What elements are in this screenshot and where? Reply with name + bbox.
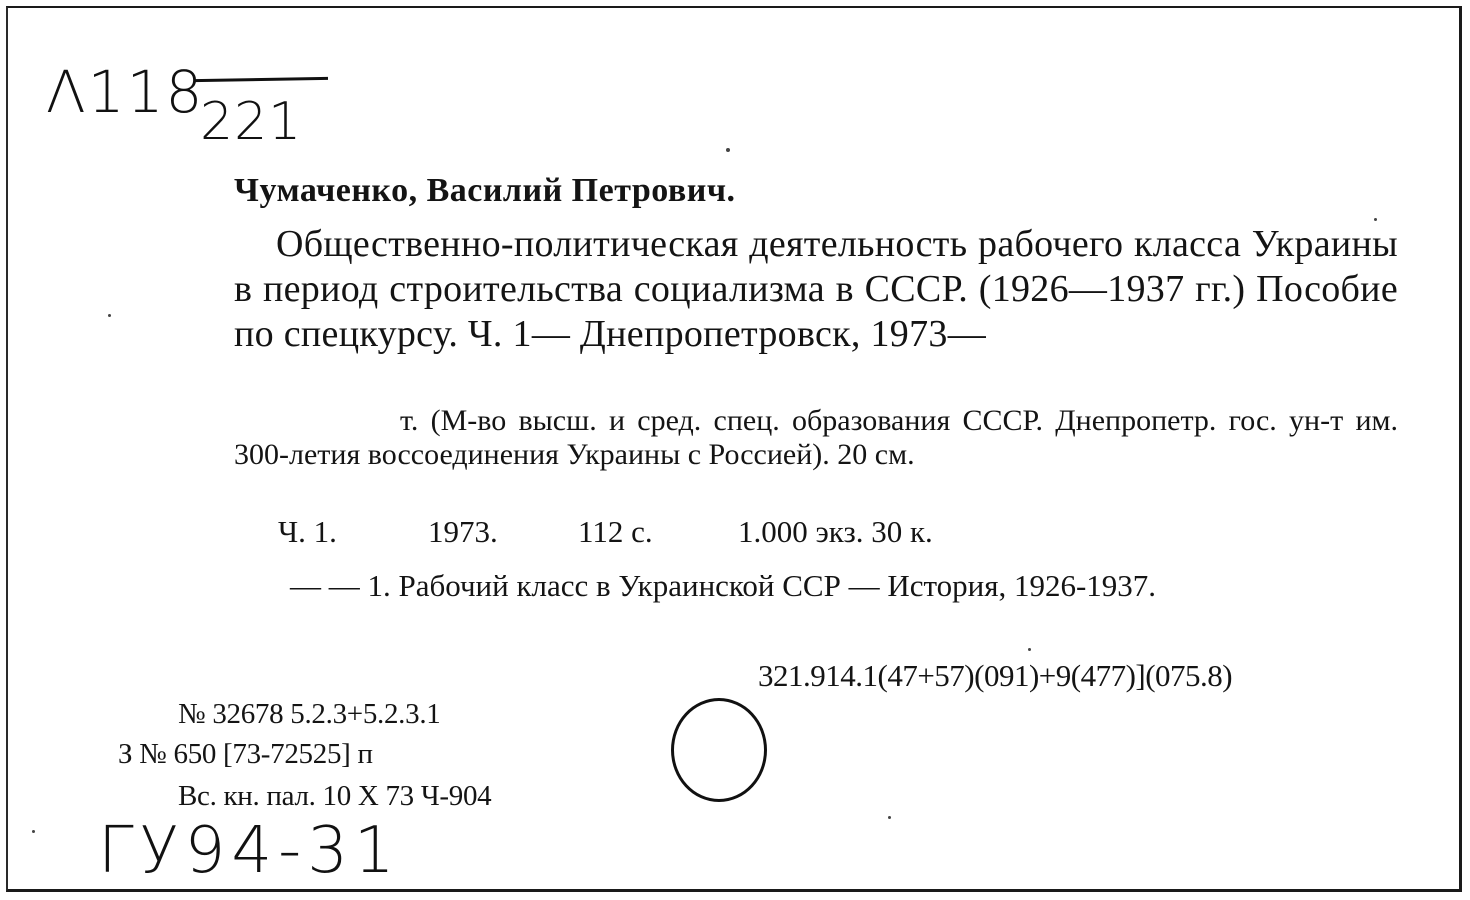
series-note (234, 404, 1398, 472)
subject-heading (234, 568, 1400, 604)
ink-speck (32, 830, 35, 833)
volume-pages: 112 с. (578, 514, 653, 549)
ink-speck (726, 148, 730, 152)
ink-speck (108, 314, 111, 317)
title-statement (234, 222, 1398, 357)
inventory-mark: ГУ94-31 (98, 814, 401, 888)
stamp-circle (671, 698, 767, 802)
ink-speck (1374, 218, 1377, 221)
subject-text: — — 1. Рабочий класс в Украинской ССР — История, 1926-1937. (290, 568, 1157, 603)
order-number: З № 650 [73-72525] п (118, 738, 373, 770)
volume-part: Ч. 1. (278, 514, 337, 549)
udc-classification: 321.914.1(47+57)(091)+9(477)](075.8) (758, 658, 1233, 693)
ink-speck (1028, 648, 1031, 651)
catalog-card (6, 6, 1462, 892)
registration-number: № 32678 5.2.3+5.2.3.1 (178, 698, 441, 730)
volume-year: 1973. (428, 514, 498, 549)
ink-speck (888, 816, 891, 819)
title-text: Общественно-политическая деятельность рабочего класса Украины в период строительства социализма в СССР. (1926—1937 гг.) Пособие по спецкурсу. Ч. 1— Днепропетровск, 1973— (234, 223, 1398, 355)
author-heading: Чумаченко, Василий Петрович. (234, 172, 736, 209)
series-note-text: т. (М-во высш. и сред. спец. образования СССР. Днепропетр. гос. ун-т им. 300-летия воссоединения Украины с Россией). 20 см. (234, 404, 1398, 471)
shelf-mark-fraction-line (194, 77, 328, 82)
shelf-mark-primary: Λ118 (46, 58, 205, 126)
volume-copies-price: 1.000 экз. 30 к. (738, 514, 933, 549)
book-chamber-line: Вс. кн. пал. 10 X 73 Ч-904 (178, 780, 492, 812)
shelf-mark-secondary: 221 (200, 92, 303, 152)
